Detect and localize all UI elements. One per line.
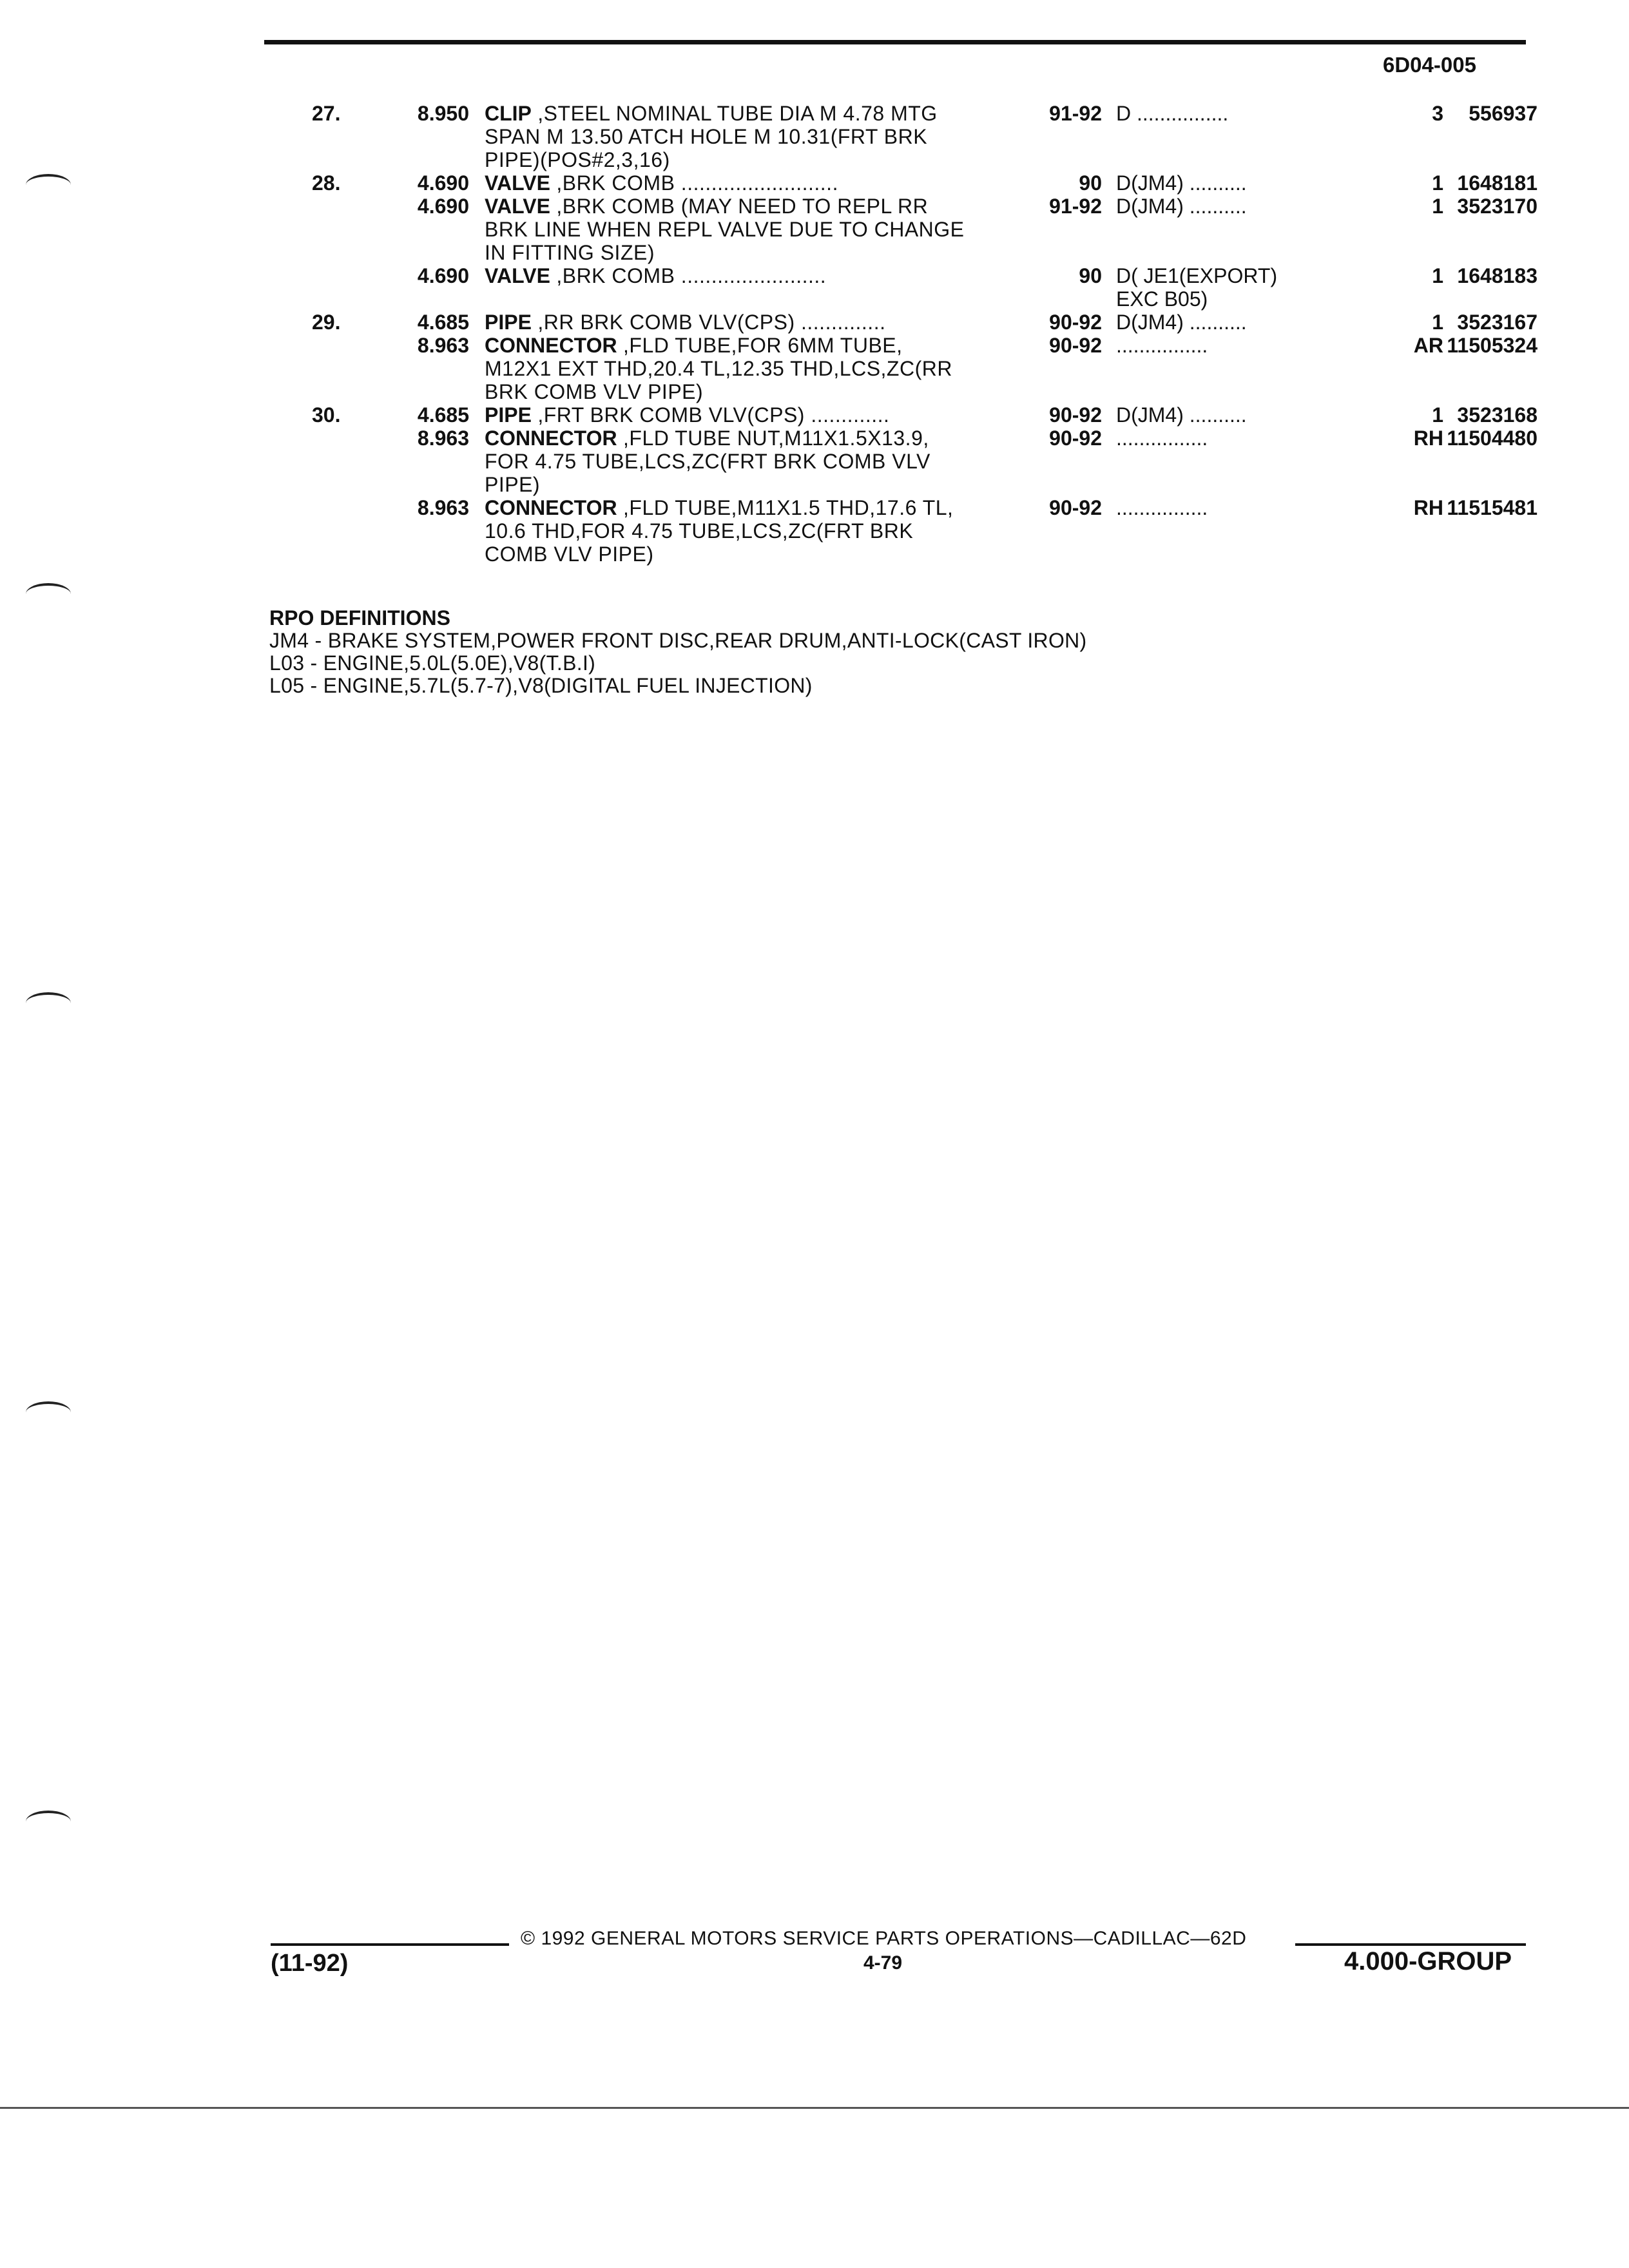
part-row [258, 264, 1537, 311]
punch-hole-mark [26, 1401, 71, 1423]
quantity: RH [1413, 496, 1443, 519]
part-name: CONNECTOR [485, 334, 617, 357]
usage-notes: D(JM4) .......... [1116, 311, 1247, 334]
part-number: 3523170 [1457, 195, 1537, 218]
part-detail: ,RR BRK COMB VLV(CPS) .............. [531, 311, 886, 334]
part-number: 3523167 [1457, 311, 1537, 334]
group-number: 4.685 [417, 403, 469, 427]
group-label: 4.000-GROUP [1344, 1947, 1512, 1975]
page-number: 4-79 [863, 1952, 903, 1974]
part-detail: ,FLD TUBE,M11X1.5 THD,17.6 TL, 10.6 THD,FOR 4.75 TUBE,LCS,ZC(FRT BRK COMB VLV PIPE) [485, 496, 954, 566]
part-description [485, 403, 1065, 427]
quantity: AR [1413, 334, 1443, 357]
group-number: 8.963 [417, 427, 469, 450]
usage-notes: ................ [1116, 334, 1208, 357]
model-years: 90-92 [1049, 403, 1102, 427]
group-number: 8.950 [417, 102, 469, 125]
usage-notes: D ................ [1116, 102, 1229, 125]
group-number: 4.685 [417, 311, 469, 334]
part-detail: ,FRT BRK COMB VLV(CPS) ............. [531, 403, 890, 427]
part-description [485, 334, 1065, 403]
usage-notes: ................ [1116, 496, 1208, 519]
reference-number: 28. [312, 171, 341, 195]
part-name: CONNECTOR [485, 427, 617, 450]
part-description [485, 496, 1065, 566]
catalog-code: 6D04-005 [1383, 53, 1476, 77]
part-number: 3523168 [1457, 403, 1537, 427]
part-row [258, 427, 1537, 496]
quantity: 1 [1432, 403, 1443, 427]
part-name: CLIP [485, 102, 532, 125]
part-detail: ,BRK COMB (MAY NEED TO REPL RR BRK LINE WHEN REPL VALVE DUE TO CHANGE IN FITTING SIZE) [485, 195, 965, 264]
punch-hole-mark [26, 992, 71, 1014]
group-number: 8.963 [417, 496, 469, 519]
punch-hole-mark [26, 583, 71, 605]
reference-number: 27. [312, 102, 341, 125]
usage-notes: D(JM4) .......... [1116, 171, 1247, 195]
model-years: 90 [1079, 171, 1102, 195]
quantity: 1 [1432, 195, 1443, 218]
part-number: 1648181 [1457, 171, 1537, 195]
part-number: 11505324 [1447, 334, 1537, 357]
part-name: VALVE [485, 264, 550, 287]
part-description [485, 311, 1065, 334]
part-row [258, 403, 1537, 427]
model-years: 91-92 [1049, 102, 1102, 125]
punch-hole-mark [26, 1811, 71, 1832]
part-row [258, 496, 1537, 566]
revision-date: (11-92) [271, 1950, 349, 1977]
usage-notes: D(JM4) .......... [1116, 195, 1247, 218]
rpo-definitions [269, 607, 1087, 697]
part-row [258, 334, 1537, 403]
rpo-def-jm4: JM4 - BRAKE SYSTEM,POWER FRONT DISC,REAR DRUM,ANTI-LOCK(CAST IRON) [269, 629, 1087, 652]
reference-number: 29. [312, 311, 341, 334]
part-description [485, 264, 1065, 287]
part-row [258, 102, 1537, 171]
part-detail: ,FLD TUBE,FOR 6MM TUBE, M12X1 EXT THD,20.4 TL,12.35 THD,LCS,ZC(RR BRK COMB VLV PIPE) [485, 334, 952, 403]
usage-notes: ................ [1116, 427, 1208, 450]
part-number: 11504480 [1447, 427, 1537, 450]
part-row [258, 311, 1537, 334]
model-years: 90-92 [1049, 427, 1102, 450]
usage-notes: D(JM4) .......... [1116, 403, 1247, 427]
quantity: 1 [1432, 264, 1443, 287]
model-years: 90-92 [1049, 311, 1102, 334]
footer-rule-left [271, 1943, 509, 1946]
part-detail: ,STEEL NOMINAL TUBE DIA M 4.78 MTG SPAN M 13.50 ATCH HOLE M 10.31(FRT BRK PIPE)(POS#2,3,16) [485, 102, 938, 171]
part-number: 1648183 [1457, 264, 1537, 287]
quantity: 3 [1432, 102, 1443, 125]
model-years: 90-92 [1049, 334, 1102, 357]
part-name: PIPE [485, 403, 532, 427]
part-row [258, 195, 1537, 264]
part-number: 11515481 [1447, 496, 1537, 519]
part-name: VALVE [485, 171, 550, 195]
quantity: 1 [1432, 171, 1443, 195]
footer-rule-right [1295, 1943, 1526, 1946]
part-detail: ,BRK COMB ........................ [550, 264, 827, 287]
part-name: VALVE [485, 195, 550, 218]
part-description [485, 195, 1065, 264]
quantity: 1 [1432, 311, 1443, 334]
rpo-def-l03: L03 - ENGINE,5.0L(5.0E),V8(T.B.I) [269, 651, 596, 675]
part-number: 556937 [1469, 102, 1537, 125]
quantity: RH [1413, 427, 1443, 450]
group-number: 4.690 [417, 195, 469, 218]
usage-notes: D( JE1(EXPORT) EXC B05) [1116, 264, 1278, 311]
part-detail: ,FLD TUBE NUT,M11X1.5X13.9, FOR 4.75 TUBE,LCS,ZC(FRT BRK COMB VLV PIPE) [485, 427, 930, 496]
part-description [485, 427, 1065, 496]
rpo-def-l05: L05 - ENGINE,5.7L(5.7-7),V8(DIGITAL FUEL INJECTION) [269, 674, 813, 697]
group-number: 4.690 [417, 264, 469, 287]
parts-list [258, 102, 1537, 566]
top-rule [264, 40, 1526, 44]
group-number: 4.690 [417, 171, 469, 195]
part-row [258, 171, 1537, 195]
model-years: 91-92 [1049, 195, 1102, 218]
bottom-rule [0, 2107, 1629, 2109]
copyright-notice: © 1992 GENERAL MOTORS SERVICE PARTS OPERATIONS—CADILLAC—62D [521, 1928, 1247, 1949]
model-years: 90 [1079, 264, 1102, 287]
reference-number: 30. [312, 403, 341, 427]
part-detail: ,BRK COMB .......................... [550, 171, 838, 195]
part-description [485, 171, 1065, 195]
part-description [485, 102, 1065, 171]
model-years: 90-92 [1049, 496, 1102, 519]
part-name: CONNECTOR [485, 496, 617, 519]
rpo-heading: RPO DEFINITIONS [269, 606, 450, 629]
part-name: PIPE [485, 311, 532, 334]
punch-hole-mark [26, 174, 71, 196]
group-number: 8.963 [417, 334, 469, 357]
